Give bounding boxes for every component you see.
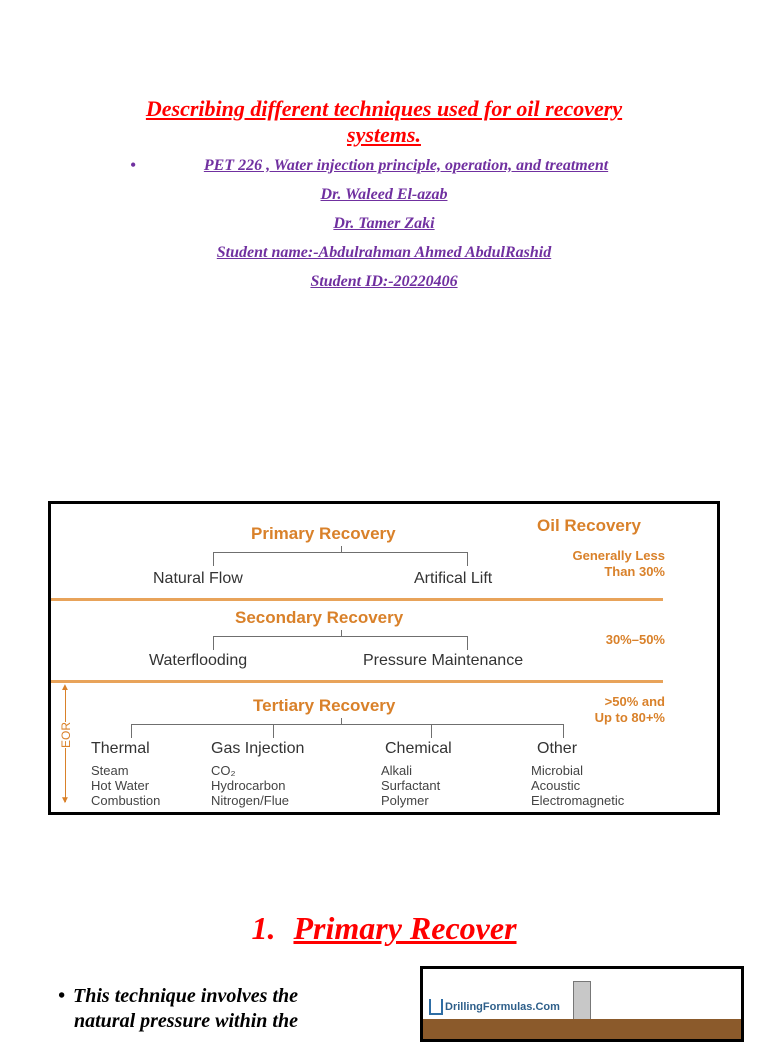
derrick-logo-icon xyxy=(429,999,443,1015)
instructor-1: Dr. Waleed El-azab xyxy=(320,186,448,203)
thermal-item-2: Hot Water xyxy=(91,778,150,793)
section-heading xyxy=(0,910,768,947)
natural-flow-label: Natural Flow xyxy=(153,570,243,587)
figure-brand: DrillingFormulas.Com xyxy=(445,1001,560,1013)
document-title-line1: Describing different techniques used for oil recovery xyxy=(145,96,623,121)
gas-item-2: Hydrocarbon xyxy=(211,778,286,793)
other-item-2: Acoustic xyxy=(531,778,581,793)
other-item-3: Electromagnetic xyxy=(531,793,625,808)
tertiary-recovery-rate-line2: Up to 80+% xyxy=(594,710,665,725)
primary-recovery-rate-line1: Generally Less xyxy=(572,548,665,563)
paragraph xyxy=(58,984,388,1034)
chemical-item-1: Alkali xyxy=(381,763,413,778)
thermal-label: Thermal xyxy=(91,740,150,757)
tertiary-branch-1 xyxy=(131,724,132,738)
tertiary-recovery-rate-line1: >50% and xyxy=(604,694,665,709)
primary-branch-right xyxy=(467,552,468,566)
bullet-icon: • xyxy=(130,155,137,175)
primary-recovery-rate-line2: Than 30% xyxy=(604,564,665,579)
paragraph-line-2: natural pressure within the xyxy=(74,1010,298,1032)
eor-arrow-down-icon: ▼ xyxy=(60,795,70,806)
document-title-line2: systems. xyxy=(347,122,421,147)
gas-injection-label: Gas Injection xyxy=(211,740,305,757)
section-title: Primary Recover xyxy=(293,910,517,946)
drilling-figure xyxy=(420,966,744,1042)
paragraph-bullet: • xyxy=(58,985,66,1007)
waterflooding-label: Waterflooding xyxy=(149,652,248,669)
chemical-item-2: Surfactant xyxy=(381,778,441,793)
other-item-1: Microbial xyxy=(531,763,584,778)
thermal-item-3: Combustion xyxy=(91,793,161,808)
secondary-branch-right xyxy=(467,636,468,650)
primary-branch-left xyxy=(213,552,214,566)
tertiary-branch xyxy=(131,724,563,725)
ground-layer xyxy=(423,1019,741,1039)
tertiary-branch-2 xyxy=(273,724,274,738)
chemical-label: Chemical xyxy=(385,740,452,757)
section-number: 1. xyxy=(251,910,276,946)
student-id: Student ID:-20220406 xyxy=(310,273,458,290)
secondary-recovery-rate: 30%–50% xyxy=(605,632,665,647)
gas-item-3: Nitrogen/Flue xyxy=(211,793,290,808)
secondary-separator xyxy=(51,680,663,683)
eor-arrow-up-icon: ▲ xyxy=(60,682,70,693)
paragraph-line-1: This technique involves the xyxy=(73,985,299,1007)
thermal-item-1: Steam xyxy=(91,763,129,778)
primary-branch xyxy=(213,552,467,553)
artificial-lift-label: Artifical Lift xyxy=(414,570,493,587)
primary-recovery-title: Primary Recovery xyxy=(251,524,396,543)
secondary-branch-left xyxy=(213,636,214,650)
gas-item-1: CO₂ xyxy=(211,763,236,778)
oil-recovery-label: Oil Recovery xyxy=(537,516,641,535)
eor-label: EOR xyxy=(59,721,74,749)
course-info: PET 226 , Water injection principle, operation, and treatment xyxy=(203,157,609,174)
tertiary-recovery-title: Tertiary Recovery xyxy=(253,696,396,715)
tertiary-branch-3 xyxy=(431,724,432,738)
pressure-maintenance-label: Pressure Maintenance xyxy=(363,652,524,669)
primary-separator xyxy=(51,598,663,601)
student-name: Student name:-Abdulrahman Ahmed AbdulRashid xyxy=(216,244,552,261)
secondary-branch xyxy=(213,636,467,637)
instructor-2: Dr. Tamer Zaki xyxy=(333,215,435,232)
oil-recovery-chart xyxy=(48,501,720,815)
tertiary-branch-4 xyxy=(563,724,564,738)
chemical-item-3: Polymer xyxy=(381,793,429,808)
secondary-recovery-title: Secondary Recovery xyxy=(235,608,404,627)
other-label: Other xyxy=(537,740,578,757)
